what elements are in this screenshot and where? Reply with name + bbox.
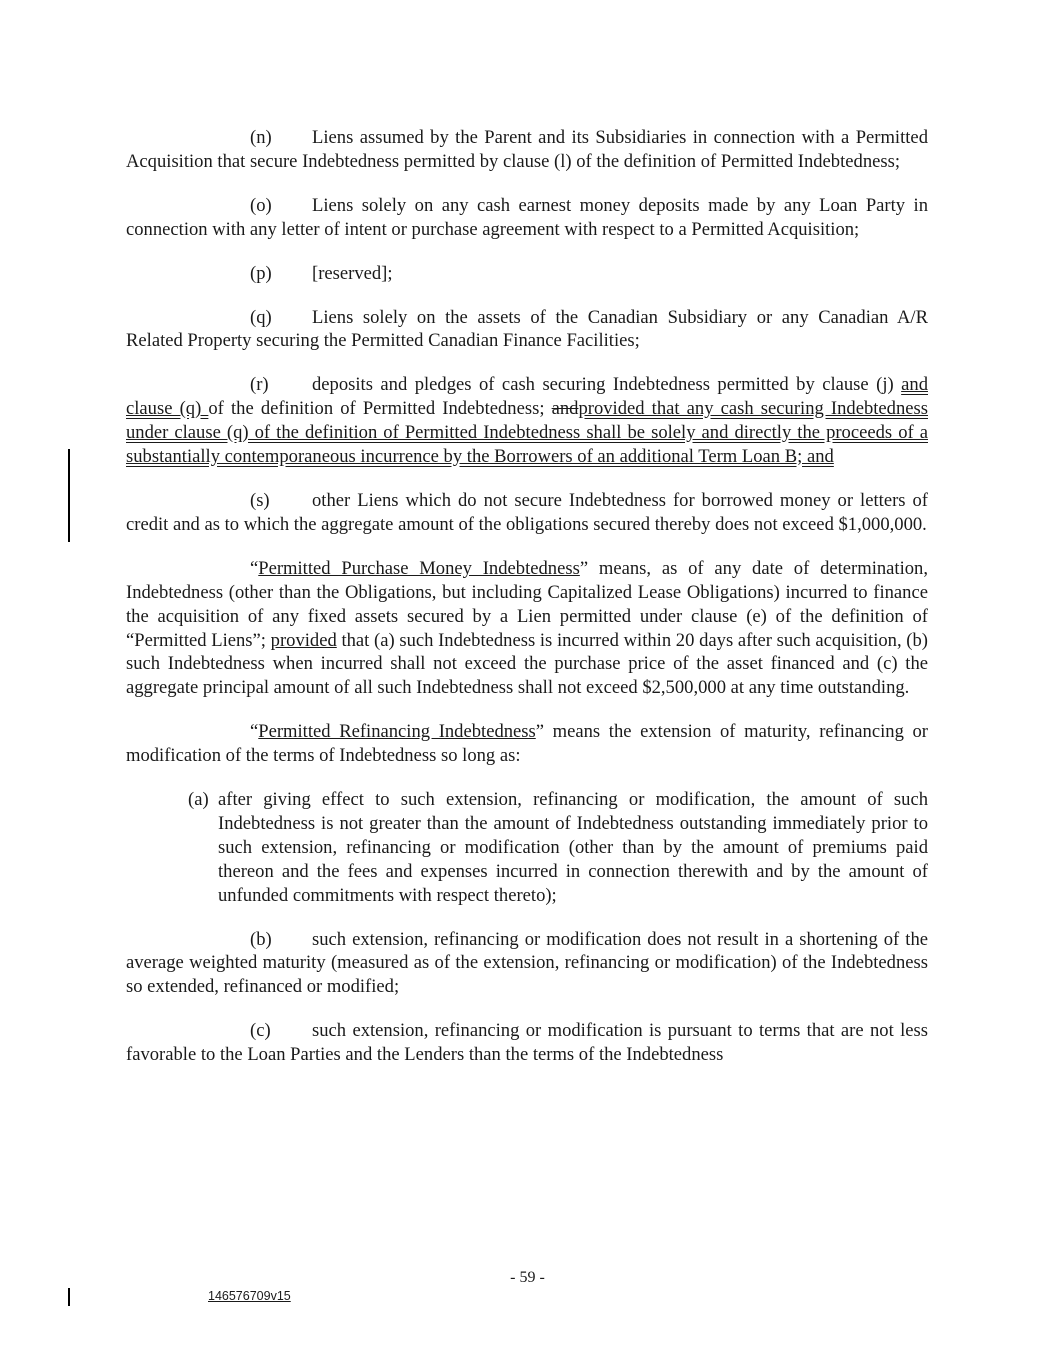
revision-bar	[68, 449, 70, 542]
definition-refinancing: “Permitted Refinancing Indebtedness” means the extension of maturity, refinancing or modification of the terms of Indebtedness so long as:	[126, 721, 928, 767]
page-number: - 59 -	[510, 1269, 545, 1286]
clause-text: Liens solely on the assets of the Canadian Subsidiary or any Canadian A/R Related Property securing the Permitted Canadian Finance Facilities;	[126, 306, 928, 352]
revision-bar-footer	[68, 1288, 70, 1306]
clause-label: (q)	[250, 306, 272, 328]
clause-label: (p)	[250, 262, 272, 284]
clause-o	[126, 194, 928, 242]
clause-n	[126, 126, 928, 174]
item-text: such extension, refinancing or modification does not result in a shortening of the average weighted maturity (measured as of the extension, refinancing or modification) of the Indebtedness so extended, refinanced or modified;	[126, 928, 928, 998]
item-text: such extension, refinancing or modification is pursuant to terms that are not less favorable to the Loan Parties and the Lenders than the terms of the Indebtedness	[126, 1020, 928, 1066]
clause-text: of the definition of Permitted Indebtedness;	[208, 398, 552, 420]
deleted-text: and	[551, 398, 579, 420]
inserted-text: provided that any cash securing Indebtedness under clause (q) of the definition of Permitted Indebtedness shall be solely and directly the proceeds of a substantially contemporaneous incurrence by the Borrowers of an additional Term Loan B; and	[126, 398, 928, 468]
definition-purchase-money: “Permitted Purchase Money Indebtedness” means, as of any date of determination, Indebtedness (other than the Obligations, but including Capitalized Lease Obligations) incurred to finance the acquisition of any fixed assets secured by a Lien permitted under clause (e) of the definition of “Permitted Liens”; provided that (a) such Indebtedness is incurred within 20 days after such acquisition, (b) such Indebtedness when incurred shall not exceed the purchase price of the asset financed and (c) the aggregate principal amount of all such Indebtedness shall not exceed $2,500,000 at any time outstanding.	[126, 557, 928, 699]
item-label: (b)	[250, 928, 272, 950]
clause-text: [reserved];	[312, 262, 393, 284]
clause-text: other Liens which do not secure Indebtedness for borrowed money or letters of credit and as to which the aggregate amount of the obligations secured thereby does not exceed $1,000,000.	[126, 489, 928, 535]
clause-label: (r)	[250, 374, 269, 396]
definition-text: that (a) such Indebtedness is incurred within 20 days after such acquisition, (b) such Indebtedness when incurred shall not exceed the purchase price of the asset financed and (c) the aggregate principal amount of all such Indebtedness shall not exceed $2,500,000 at any time outstanding.	[126, 629, 928, 699]
clause-label: (o)	[250, 194, 272, 216]
clause-q	[126, 306, 928, 354]
defined-term: Permitted Refinancing Indebtedness	[258, 721, 536, 743]
item-label: (c)	[250, 1020, 271, 1042]
clause-label: (n)	[250, 127, 272, 148]
provided-term: provided	[270, 629, 337, 651]
clause-text: deposits and pledges of cash securing Indebtedness permitted by clause (j)	[312, 374, 902, 396]
refinancing-item-c	[126, 1019, 928, 1067]
item-label: (a)	[188, 789, 209, 811]
refinancing-item-a	[188, 788, 928, 908]
clause-s	[126, 489, 928, 537]
clause-r	[126, 373, 928, 469]
clause-text: Liens solely on any cash earnest money deposits made by any Loan Party in connection with any letter of intent or purchase agreement with respect to a Permitted Acquisition;	[126, 194, 928, 240]
refinancing-item-b	[126, 928, 928, 1000]
inserted-text: and clause (q)	[126, 374, 928, 420]
definition-text: ” means, as of any date of determination, Indebtedness (other than the Obligations, but including Capitalized Lease Obligations) incurred to finance the acquisition of any fixed assets secured by a Lien permitted under clause (e) of the definition of “Permitted Liens”;	[126, 557, 928, 651]
item-text: after giving effect to such extension, refinancing or modification, the amount of such Indebtedness is not greater than the amount of Indebtedness outstanding immediately prior to such extension, refinancing or modification (other than by the amount of premiums paid thereon and the fees and expenses incurred in connection therewith and by the amount of unfunded commitments with respect thereto);	[218, 789, 928, 906]
defined-term: Permitted Purchase Money Indebtedness	[258, 557, 580, 579]
clause-p	[126, 262, 928, 286]
definition-text: ” means the extension of maturity, refinancing or modification of the terms of Indebtedness so long as:	[126, 721, 928, 767]
clause-label: (s)	[250, 489, 270, 511]
clause-text: Liens assumed by the Parent and its Subsidiaries in connection with a Permitted Acquisition that secure Indebtedness permitted by clause (l) of the definition of Permitted Indebtedness;	[126, 127, 928, 172]
document-page	[126, 126, 928, 1087]
document-id: 146576709v15	[208, 1289, 291, 1303]
